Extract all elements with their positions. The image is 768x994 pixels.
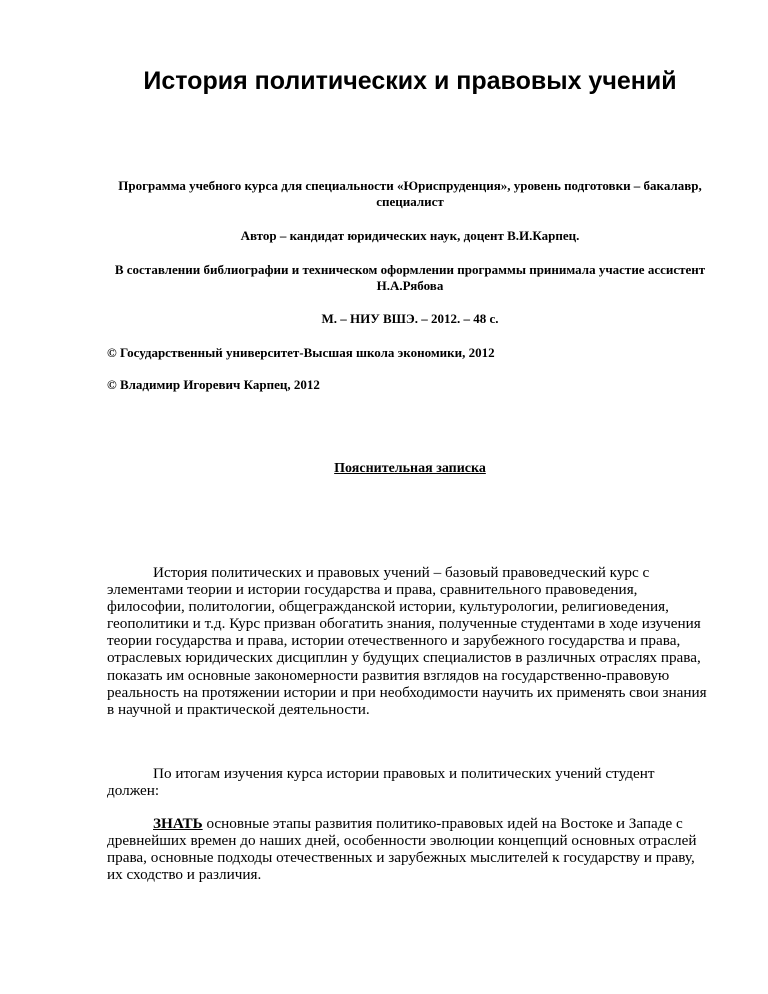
program-description: Программа учебного курса для специальности «Юриспруденция», уровень подготовки – бакалавр, специалист [118,178,702,209]
bibliography-note: В составлении библиографии и техническом оформлении программы принимала участие ассистент Н.А.Рябова [114,262,706,293]
section-heading: Пояснительная записка [334,461,486,476]
copyright-author: © Владимир Игоревич Карпец, 2012 [107,377,320,392]
know-paragraph [107,815,707,883]
copyright-hse: © Государственный университет-Высшая школа экономики, 2012 [107,345,495,360]
know-label: ЗНАТЬ [153,815,203,832]
intro-paragraph: История политических и правовых учений – базовый правоведческий курс с элементами теории и истории государства и права, сравнительного правоведения, философии, политологии, общегражданской истории, культурологии, религиоведения, геополитики и т.д. Курс призван обогатить знания, полученные студентами в ходе изучения теории государства и права, истории отечественного и зарубежного государства и права, отраслевых юридических дисциплин у будущих специалистов в различных отраслях права, показать им основные закономерности развития взглядов на государственно-правовую реальность на протяжении истории и при необходимости научить их применять свои знания в научной и практической деятельности. [107,564,707,718]
outcome-paragraph: По итогам изучения курса истории правовых и политических учений студент должен: [107,765,655,800]
document-title: История политических и правовых учений [143,67,677,95]
imprint-line: М. – НИУ ВШЭ. – 2012. – 48 с. [321,311,499,326]
know-text: основные этапы развития политико-правовых идей на Востоке и Западе с древнейших времен до наших дней, особенности эволюции концепций основных отраслей права, основные подходы отечественных и зарубежных мыслителей к государству и праву, их сходство и различия. [107,815,697,884]
author-line: Автор – кандидат юридических наук, доцент В.И.Карпец. [240,228,580,243]
